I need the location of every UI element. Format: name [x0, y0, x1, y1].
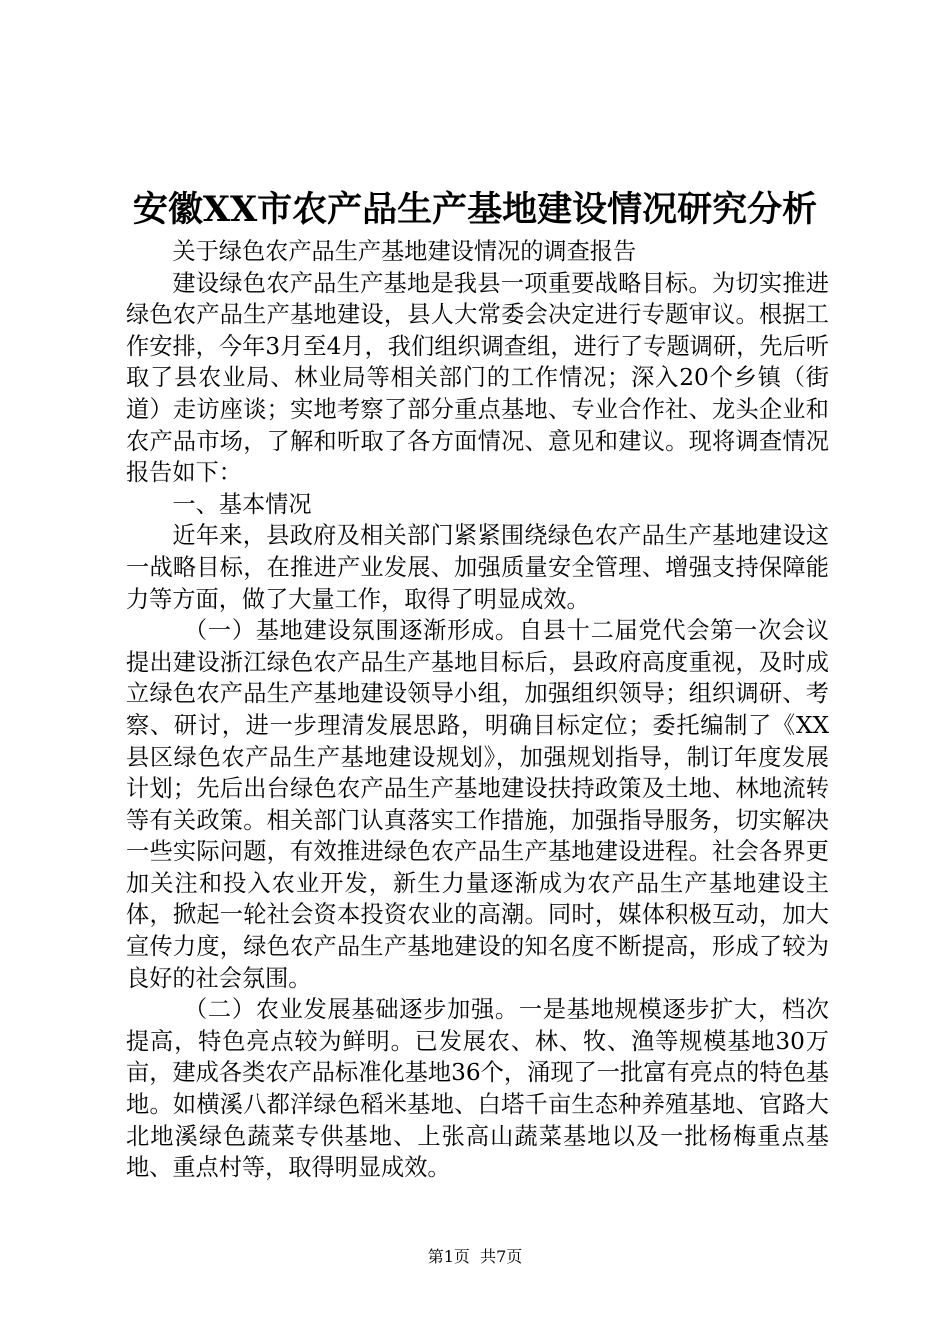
document-title: 安徽XX市农产品生产基地建设情况研究分析 [132, 189, 818, 230]
paragraph-item-2: （二）农业发展基础逐步加强。一是基地规模逐步扩大，档次提高，特色亮点较为鲜明。已发展农、林、牧、渔等规模基地30万亩，建成各类农产品标准化基地36个，涌现了一批富有亮点的特色基地。如横溪八都洋绿色稻米基地、白塔千亩生态种养殖基地、官路大北地溪绿色蔬菜专供基地、上张高山蔬菜基地以及一批杨梅重点基地、重点村等，取得明显成效。 [126, 996, 829, 1182]
section-heading-basic: 一、基本情况 [172, 490, 312, 518]
paragraph-overview: 近年来，县政府及相关部门紧紧围绕绿色农产品生产基地建设这一战略目标，在推进产业发展、加强质量安全管理、增强支持保障能力等方面，做了大量工作，取得了明显成效。 [126, 522, 829, 613]
paragraph-item-1: （一）基地建设氛围逐渐形成。自县十二届党代会第一次会议提出建设浙江绿色农产品生产基地目标后，县政府高度重视，及时成立绿色农产品生产基地建设领导小组，加强组织领导；组织调研、考察、研讨，进一步理清发展思路，明确目标定位；委托编制了《XX县区绿色农产品生产基地建设规划》，加强规划指导，制订年度发展计划；先后出台绿色农产品生产基地建设扶持政策及土地、林地流转等有关政策。相关部门认真落实工作措施，加强指导服务，切实解决一些实际问题，有效推进绿色农产品生产基地建设进程。社会各界更加关注和投入农业开发，新生力量逐渐成为农产品生产基地建设主体，掀起一轮社会资本投资农业的高潮。同时，媒体积极互动，加大宣传力度，绿色农产品生产基地建设的知名度不断提高，形成了较为良好的社会氛围。 [126, 617, 829, 992]
document-body [126, 236, 829, 1184]
document-subtitle: 关于绿色农产品生产基地建设情况的调查报告 [172, 238, 637, 265]
page-footer: 第1页 共7页 [427, 1247, 523, 1266]
paragraph-intro: 建设绿色农产品生产基地是我县一项重要战略目标。为切实推进绿色农产品生产基地建设，县人大常委会决定进行专题审议。根据工作安排，今年3月至4月，我们组织调查组，进行了专题调研，先后听取了县农业局、林业局等相关部门的工作情况；深入20个乡镇（街道）走访座谈；实地考察了部分重点基地、专业合作社、龙头企业和农产品市场，了解和听取了各方面情况、意见和建议。现将调查情况报告如下： [126, 269, 829, 487]
